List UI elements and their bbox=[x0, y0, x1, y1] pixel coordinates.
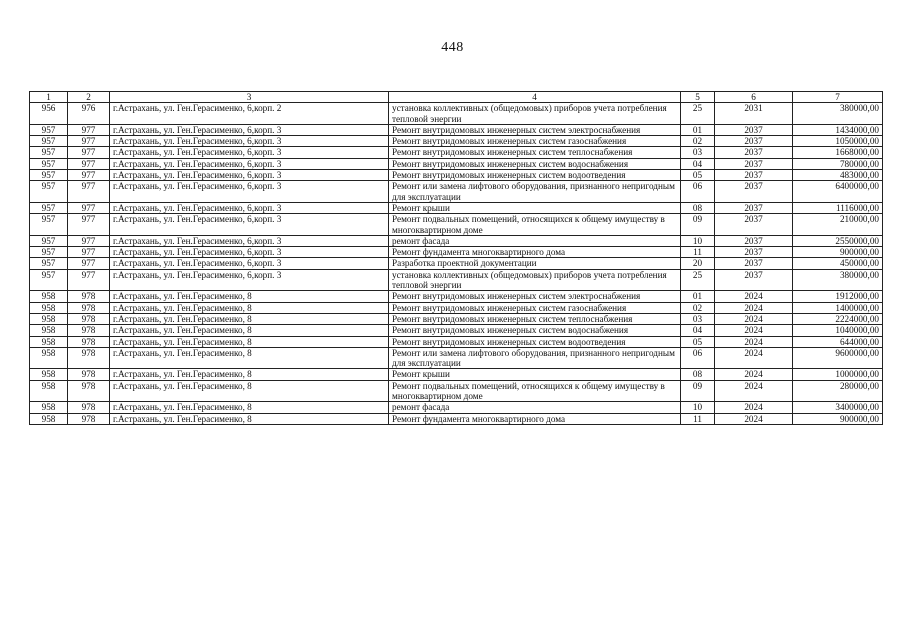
table-row bbox=[30, 124, 883, 135]
row-number-cell: 958 bbox=[30, 313, 68, 324]
table-row bbox=[30, 258, 883, 269]
work-type-cell: Ремонт внутридомовых инженерных систем водоотведения bbox=[389, 336, 681, 347]
table-row bbox=[30, 347, 883, 369]
table-row bbox=[30, 336, 883, 347]
row-number-cell: 957 bbox=[30, 214, 68, 236]
header-col-1: 1 bbox=[30, 92, 68, 103]
table-row bbox=[30, 291, 883, 302]
address-cell: г.Астрахань, ул. Ген.Герасименко, 8 bbox=[110, 336, 389, 347]
work-code-cell: 10 bbox=[681, 402, 715, 413]
row-number-cell: 957 bbox=[30, 247, 68, 258]
work-type-cell: установка коллективных (общедомовых) приборов учета потребления тепловой энергии bbox=[389, 103, 681, 125]
table-body bbox=[30, 103, 883, 425]
table-row bbox=[30, 380, 883, 402]
year-cell: 2024 bbox=[715, 302, 793, 313]
cost-cell: 644000,00 bbox=[793, 336, 883, 347]
object-number-cell: 978 bbox=[68, 325, 110, 336]
object-number-cell: 977 bbox=[68, 202, 110, 213]
row-number-cell: 957 bbox=[30, 269, 68, 291]
table-row bbox=[30, 158, 883, 169]
year-cell: 2037 bbox=[715, 202, 793, 213]
cost-cell: 210000,00 bbox=[793, 214, 883, 236]
row-number-cell: 958 bbox=[30, 402, 68, 413]
address-cell: г.Астрахань, ул. Ген.Герасименко, 8 bbox=[110, 402, 389, 413]
work-code-cell: 01 bbox=[681, 124, 715, 135]
work-type-cell: Ремонт внутридомовых инженерных систем теплоснабжения bbox=[389, 147, 681, 158]
cost-cell: 1668000,00 bbox=[793, 147, 883, 158]
work-code-cell: 04 bbox=[681, 158, 715, 169]
row-number-cell: 957 bbox=[30, 235, 68, 246]
address-cell: г.Астрахань, ул. Ген.Герасименко, 6,корп. 3 bbox=[110, 247, 389, 258]
address-cell: г.Астрахань, ул. Ген.Герасименко, 6,корп. 3 bbox=[110, 158, 389, 169]
cost-cell: 780000,00 bbox=[793, 158, 883, 169]
object-number-cell: 977 bbox=[68, 214, 110, 236]
object-number-cell: 976 bbox=[68, 103, 110, 125]
work-code-cell: 06 bbox=[681, 181, 715, 203]
header-col-7: 7 bbox=[793, 92, 883, 103]
row-number-cell: 958 bbox=[30, 325, 68, 336]
table-header bbox=[30, 92, 883, 103]
row-number-cell: 957 bbox=[30, 147, 68, 158]
work-code-cell: 06 bbox=[681, 347, 715, 369]
work-code-cell: 01 bbox=[681, 291, 715, 302]
address-cell: г.Астрахань, ул. Ген.Герасименко, 6,корп. 3 bbox=[110, 124, 389, 135]
object-number-cell: 978 bbox=[68, 302, 110, 313]
address-cell: г.Астрахань, ул. Ген.Герасименко, 8 bbox=[110, 313, 389, 324]
year-cell: 2037 bbox=[715, 170, 793, 181]
work-type-cell: Ремонт внутридомовых инженерных систем водоснабжения bbox=[389, 158, 681, 169]
address-cell: г.Астрахань, ул. Ген.Герасименко, 6,корп. 3 bbox=[110, 181, 389, 203]
work-code-cell: 10 bbox=[681, 235, 715, 246]
address-cell: г.Астрахань, ул. Ген.Герасименко, 6,корп. 3 bbox=[110, 214, 389, 236]
work-type-cell: Ремонт крыши bbox=[389, 369, 681, 380]
year-cell: 2024 bbox=[715, 291, 793, 302]
row-number-cell: 957 bbox=[30, 136, 68, 147]
header-col-4: 4 bbox=[389, 92, 681, 103]
year-cell: 2037 bbox=[715, 136, 793, 147]
work-code-cell: 05 bbox=[681, 336, 715, 347]
work-type-cell: Ремонт или замена лифтового оборудования, признанного непригодным для эксплуатации bbox=[389, 347, 681, 369]
work-code-cell: 02 bbox=[681, 136, 715, 147]
address-cell: г.Астрахань, ул. Ген.Герасименко, 8 bbox=[110, 413, 389, 424]
table-row bbox=[30, 147, 883, 158]
work-code-cell: 05 bbox=[681, 170, 715, 181]
row-number-cell: 957 bbox=[30, 181, 68, 203]
year-cell: 2024 bbox=[715, 313, 793, 324]
cost-cell: 6400000,00 bbox=[793, 181, 883, 203]
cost-cell: 1040000,00 bbox=[793, 325, 883, 336]
address-cell: г.Астрахань, ул. Ген.Герасименко, 6,корп. 3 bbox=[110, 269, 389, 291]
table-row bbox=[30, 247, 883, 258]
table-row bbox=[30, 269, 883, 291]
work-code-cell: 11 bbox=[681, 247, 715, 258]
object-number-cell: 977 bbox=[68, 181, 110, 203]
address-cell: г.Астрахань, ул. Ген.Герасименко, 6,корп. 3 bbox=[110, 170, 389, 181]
work-type-cell: Ремонт внутридомовых инженерных систем электроснабжения bbox=[389, 124, 681, 135]
work-code-cell: 09 bbox=[681, 214, 715, 236]
row-number-cell: 957 bbox=[30, 158, 68, 169]
header-col-5: 5 bbox=[681, 92, 715, 103]
object-number-cell: 977 bbox=[68, 136, 110, 147]
address-cell: г.Астрахань, ул. Ген.Герасименко, 6,корп. 2 bbox=[110, 103, 389, 125]
year-cell: 2037 bbox=[715, 258, 793, 269]
cost-cell: 380000,00 bbox=[793, 103, 883, 125]
row-number-cell: 957 bbox=[30, 258, 68, 269]
table-row bbox=[30, 413, 883, 424]
row-number-cell: 958 bbox=[30, 336, 68, 347]
work-type-cell: ремонт фасада bbox=[389, 402, 681, 413]
work-type-cell: Разработка проектной документации bbox=[389, 258, 681, 269]
work-type-cell: Ремонт подвальных помещений, относящихся к общему имуществу в многоквартирном доме bbox=[389, 214, 681, 236]
cost-cell: 900000,00 bbox=[793, 247, 883, 258]
object-number-cell: 978 bbox=[68, 347, 110, 369]
work-code-cell: 04 bbox=[681, 325, 715, 336]
year-cell: 2024 bbox=[715, 325, 793, 336]
object-number-cell: 977 bbox=[68, 170, 110, 181]
year-cell: 2037 bbox=[715, 235, 793, 246]
cost-cell: 2224000,00 bbox=[793, 313, 883, 324]
work-type-cell: Ремонт фундамента многоквартирного дома bbox=[389, 247, 681, 258]
cost-cell: 9600000,00 bbox=[793, 347, 883, 369]
object-number-cell: 977 bbox=[68, 269, 110, 291]
year-cell: 2037 bbox=[715, 158, 793, 169]
address-cell: г.Астрахань, ул. Ген.Герасименко, 8 bbox=[110, 369, 389, 380]
row-number-cell: 957 bbox=[30, 124, 68, 135]
object-number-cell: 978 bbox=[68, 336, 110, 347]
object-number-cell: 977 bbox=[68, 147, 110, 158]
cost-cell: 1050000,00 bbox=[793, 136, 883, 147]
header-col-3: 3 bbox=[110, 92, 389, 103]
year-cell: 2031 bbox=[715, 103, 793, 125]
row-number-cell: 958 bbox=[30, 291, 68, 302]
object-number-cell: 978 bbox=[68, 380, 110, 402]
work-type-cell: ремонт фасада bbox=[389, 235, 681, 246]
cost-cell: 1000000,00 bbox=[793, 369, 883, 380]
work-type-cell: Ремонт внутридомовых инженерных систем водоотведения bbox=[389, 170, 681, 181]
row-number-cell: 958 bbox=[30, 369, 68, 380]
cost-cell: 483000,00 bbox=[793, 170, 883, 181]
cost-cell: 1434000,00 bbox=[793, 124, 883, 135]
table-row bbox=[30, 103, 883, 125]
work-code-cell: 25 bbox=[681, 103, 715, 125]
table-row bbox=[30, 170, 883, 181]
work-type-cell: Ремонт внутридомовых инженерных систем водоснабжения bbox=[389, 325, 681, 336]
address-cell: г.Астрахань, ул. Ген.Герасименко, 6,корп. 3 bbox=[110, 258, 389, 269]
work-code-cell: 25 bbox=[681, 269, 715, 291]
object-number-cell: 978 bbox=[68, 369, 110, 380]
cost-cell: 3400000,00 bbox=[793, 402, 883, 413]
repair-schedule-table bbox=[29, 91, 883, 425]
year-cell: 2024 bbox=[715, 336, 793, 347]
year-cell: 2037 bbox=[715, 269, 793, 291]
cost-cell: 1912000,00 bbox=[793, 291, 883, 302]
table-row bbox=[30, 235, 883, 246]
work-code-cell: 03 bbox=[681, 147, 715, 158]
work-type-cell: Ремонт подвальных помещений, относящихся к общему имуществу в многоквартирном доме bbox=[389, 380, 681, 402]
table-row bbox=[30, 369, 883, 380]
cost-cell: 1116000,00 bbox=[793, 202, 883, 213]
row-number-cell: 958 bbox=[30, 380, 68, 402]
table-row bbox=[30, 325, 883, 336]
work-code-cell: 09 bbox=[681, 380, 715, 402]
row-number-cell: 958 bbox=[30, 347, 68, 369]
year-cell: 2024 bbox=[715, 380, 793, 402]
address-cell: г.Астрахань, ул. Ген.Герасименко, 6,корп. 3 bbox=[110, 136, 389, 147]
year-cell: 2037 bbox=[715, 124, 793, 135]
cost-cell: 2550000,00 bbox=[793, 235, 883, 246]
header-row bbox=[30, 92, 883, 103]
row-number-cell: 957 bbox=[30, 170, 68, 181]
address-cell: г.Астрахань, ул. Ген.Герасименко, 8 bbox=[110, 302, 389, 313]
year-cell: 2037 bbox=[715, 247, 793, 258]
cost-cell: 280000,00 bbox=[793, 380, 883, 402]
object-number-cell: 977 bbox=[68, 124, 110, 135]
year-cell: 2024 bbox=[715, 402, 793, 413]
work-code-cell: 20 bbox=[681, 258, 715, 269]
address-cell: г.Астрахань, ул. Ген.Герасименко, 8 bbox=[110, 347, 389, 369]
work-code-cell: 08 bbox=[681, 369, 715, 380]
address-cell: г.Астрахань, ул. Ген.Герасименко, 6,корп. 3 bbox=[110, 235, 389, 246]
work-code-cell: 08 bbox=[681, 202, 715, 213]
object-number-cell: 978 bbox=[68, 413, 110, 424]
object-number-cell: 977 bbox=[68, 247, 110, 258]
address-cell: г.Астрахань, ул. Ген.Герасименко, 8 bbox=[110, 380, 389, 402]
work-code-cell: 02 bbox=[681, 302, 715, 313]
object-number-cell: 977 bbox=[68, 158, 110, 169]
work-type-cell: Ремонт внутридомовых инженерных систем газоснабжения bbox=[389, 136, 681, 147]
cost-cell: 900000,00 bbox=[793, 413, 883, 424]
table-row bbox=[30, 402, 883, 413]
table-row bbox=[30, 313, 883, 324]
row-number-cell: 957 bbox=[30, 202, 68, 213]
row-number-cell: 958 bbox=[30, 302, 68, 313]
table-row bbox=[30, 136, 883, 147]
work-code-cell: 11 bbox=[681, 413, 715, 424]
year-cell: 2037 bbox=[715, 147, 793, 158]
work-type-cell: установка коллективных (общедомовых) приборов учета потребления тепловой энергии bbox=[389, 269, 681, 291]
row-number-cell: 956 bbox=[30, 103, 68, 125]
cost-cell: 380000,00 bbox=[793, 269, 883, 291]
header-col-2: 2 bbox=[68, 92, 110, 103]
table-row bbox=[30, 214, 883, 236]
work-type-cell: Ремонт фундамента многоквартирного дома bbox=[389, 413, 681, 424]
year-cell: 2037 bbox=[715, 181, 793, 203]
row-number-cell: 958 bbox=[30, 413, 68, 424]
table-row bbox=[30, 202, 883, 213]
page-number: 448 bbox=[441, 40, 464, 55]
header-col-6: 6 bbox=[715, 92, 793, 103]
table-row bbox=[30, 181, 883, 203]
work-type-cell: Ремонт крыши bbox=[389, 202, 681, 213]
year-cell: 2024 bbox=[715, 413, 793, 424]
table-row bbox=[30, 302, 883, 313]
cost-cell: 450000,00 bbox=[793, 258, 883, 269]
year-cell: 2024 bbox=[715, 347, 793, 369]
year-cell: 2037 bbox=[715, 214, 793, 236]
object-number-cell: 978 bbox=[68, 313, 110, 324]
address-cell: г.Астрахань, ул. Ген.Герасименко, 8 bbox=[110, 291, 389, 302]
work-type-cell: Ремонт внутридомовых инженерных систем электроснабжения bbox=[389, 291, 681, 302]
object-number-cell: 977 bbox=[68, 235, 110, 246]
work-type-cell: Ремонт внутридомовых инженерных систем газоснабжения bbox=[389, 302, 681, 313]
address-cell: г.Астрахань, ул. Ген.Герасименко, 6,корп. 3 bbox=[110, 202, 389, 213]
cost-cell: 1400000,00 bbox=[793, 302, 883, 313]
object-number-cell: 978 bbox=[68, 402, 110, 413]
work-type-cell: Ремонт внутридомовых инженерных систем теплоснабжения bbox=[389, 313, 681, 324]
work-type-cell: Ремонт или замена лифтового оборудования, признанного непригодным для эксплуатации bbox=[389, 181, 681, 203]
work-code-cell: 03 bbox=[681, 313, 715, 324]
year-cell: 2024 bbox=[715, 369, 793, 380]
address-cell: г.Астрахань, ул. Ген.Герасименко, 8 bbox=[110, 325, 389, 336]
object-number-cell: 978 bbox=[68, 291, 110, 302]
address-cell: г.Астрахань, ул. Ген.Герасименко, 6,корп. 3 bbox=[110, 147, 389, 158]
object-number-cell: 977 bbox=[68, 258, 110, 269]
